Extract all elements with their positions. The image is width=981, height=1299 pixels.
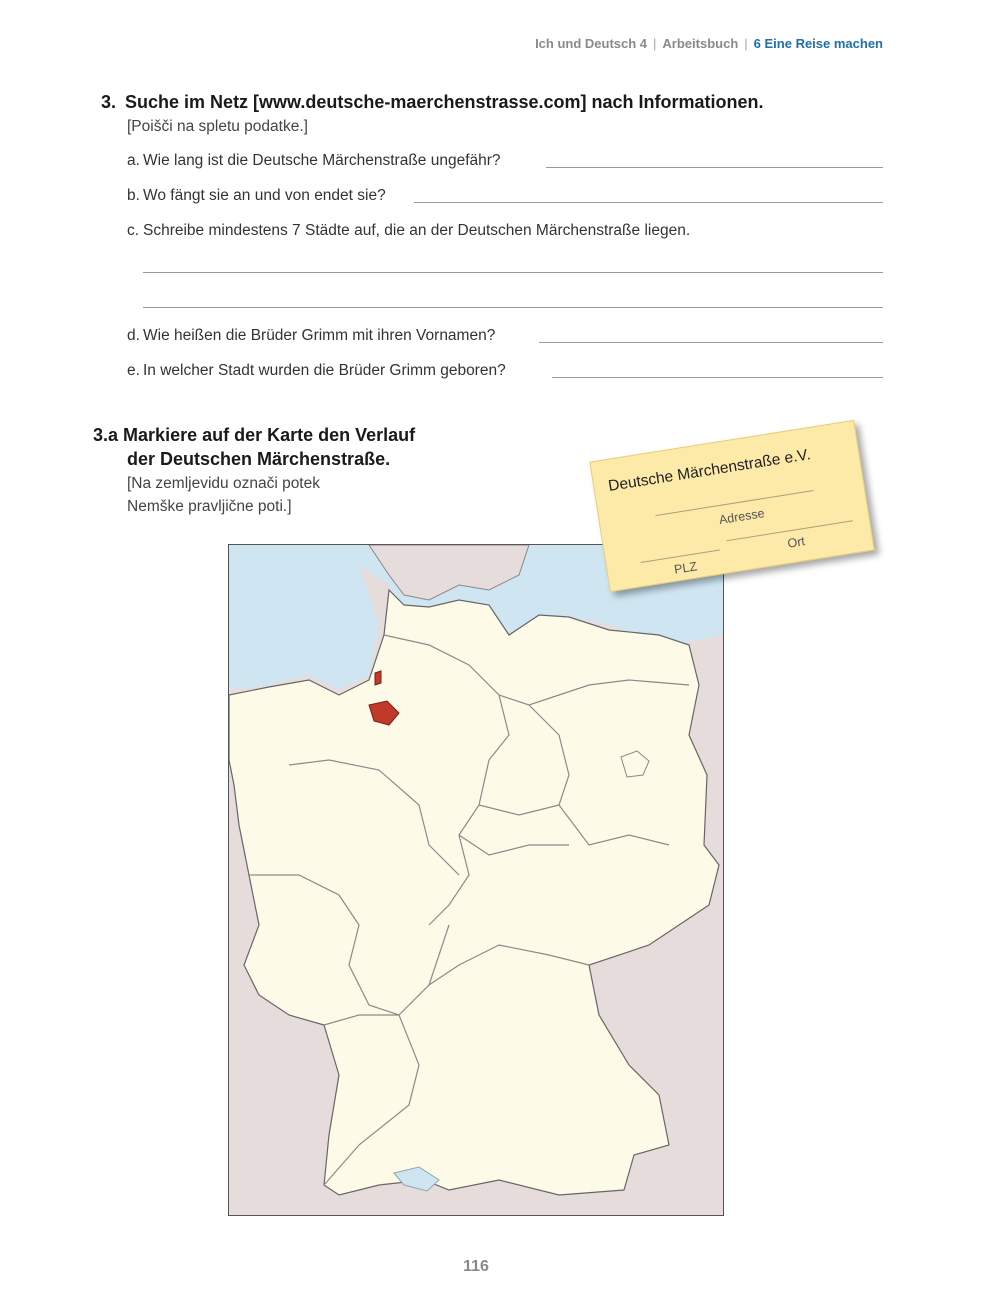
- question-a: [127, 152, 501, 170]
- exercise-title-line2: der Deutschen Märchenstraße.: [127, 449, 391, 469]
- exercise-title-line1: Markiere auf der Karte den Verlauf: [123, 425, 416, 445]
- address-card: [589, 420, 874, 592]
- bremerhaven-area: [375, 671, 381, 685]
- answer-line-d[interactable]: [539, 342, 883, 343]
- answer-line-a[interactable]: [546, 167, 883, 168]
- exercise-3a-translation: [127, 472, 320, 518]
- question-text: Wie lang ist die Deutsche Märchenstraße ungefähr?: [143, 152, 501, 169]
- exercise-3a-heading: [93, 423, 415, 471]
- exercise-title: Suche im Netz [www.deutsche-maerchenstrasse.com] nach Informationen.: [125, 92, 764, 112]
- question-e: [127, 362, 506, 380]
- question-letter: b.: [127, 187, 140, 204]
- question-text: Wie heißen die Brüder Grimm mit ihren Vornamen?: [143, 327, 496, 344]
- exercise-number: 3.a: [93, 425, 119, 445]
- book-part: Arbeitsbuch: [662, 36, 739, 51]
- germany-map-svg: [229, 545, 724, 1216]
- city-label: Ort: [786, 534, 806, 551]
- exercise-number: 3.: [101, 92, 117, 112]
- page-header: [535, 36, 883, 51]
- exercise-translation: [Poišči na spletu podatke.]: [127, 118, 308, 135]
- header-separator: |: [653, 36, 657, 51]
- answer-line-c1[interactable]: [143, 272, 883, 273]
- answer-line-c2[interactable]: [143, 307, 883, 308]
- answer-line-b[interactable]: [414, 202, 883, 203]
- page-number: 116: [463, 1258, 489, 1275]
- question-d: [127, 327, 495, 345]
- question-b: [127, 187, 386, 205]
- answer-line-e[interactable]: [552, 377, 883, 378]
- translation-line1: [Na zemljevidu označi potek: [127, 475, 320, 492]
- address-card-title: Deutsche Märchenstraße e.V.: [607, 446, 812, 495]
- question-text: In welcher Stadt wurden die Brüder Grimm geboren?: [143, 362, 506, 379]
- zip-label: PLZ: [673, 559, 699, 577]
- germany-map[interactable]: [228, 544, 724, 1216]
- question-letter: d.: [127, 327, 140, 344]
- address-card-body: [589, 420, 874, 592]
- question-letter: e.: [127, 362, 140, 379]
- germany-land: [229, 590, 719, 1195]
- question-letter: a.: [127, 152, 140, 169]
- question-text: Wo fängt sie an und von endet sie?: [143, 187, 386, 204]
- book-title: Ich und Deutsch 4: [535, 36, 648, 51]
- chapter-title: 6 Eine Reise machen: [753, 36, 883, 51]
- question-text: Schreibe mindestens 7 Städte auf, die an der Deutschen Märchenstraße liegen.: [143, 222, 691, 239]
- exercise-3-heading: [101, 92, 764, 113]
- translation-line2: Nemške pravljične poti.]: [127, 498, 292, 515]
- question-letter: c.: [127, 222, 140, 239]
- question-c: [127, 222, 690, 240]
- header-separator: |: [744, 36, 748, 51]
- address-label: Adresse: [717, 506, 766, 528]
